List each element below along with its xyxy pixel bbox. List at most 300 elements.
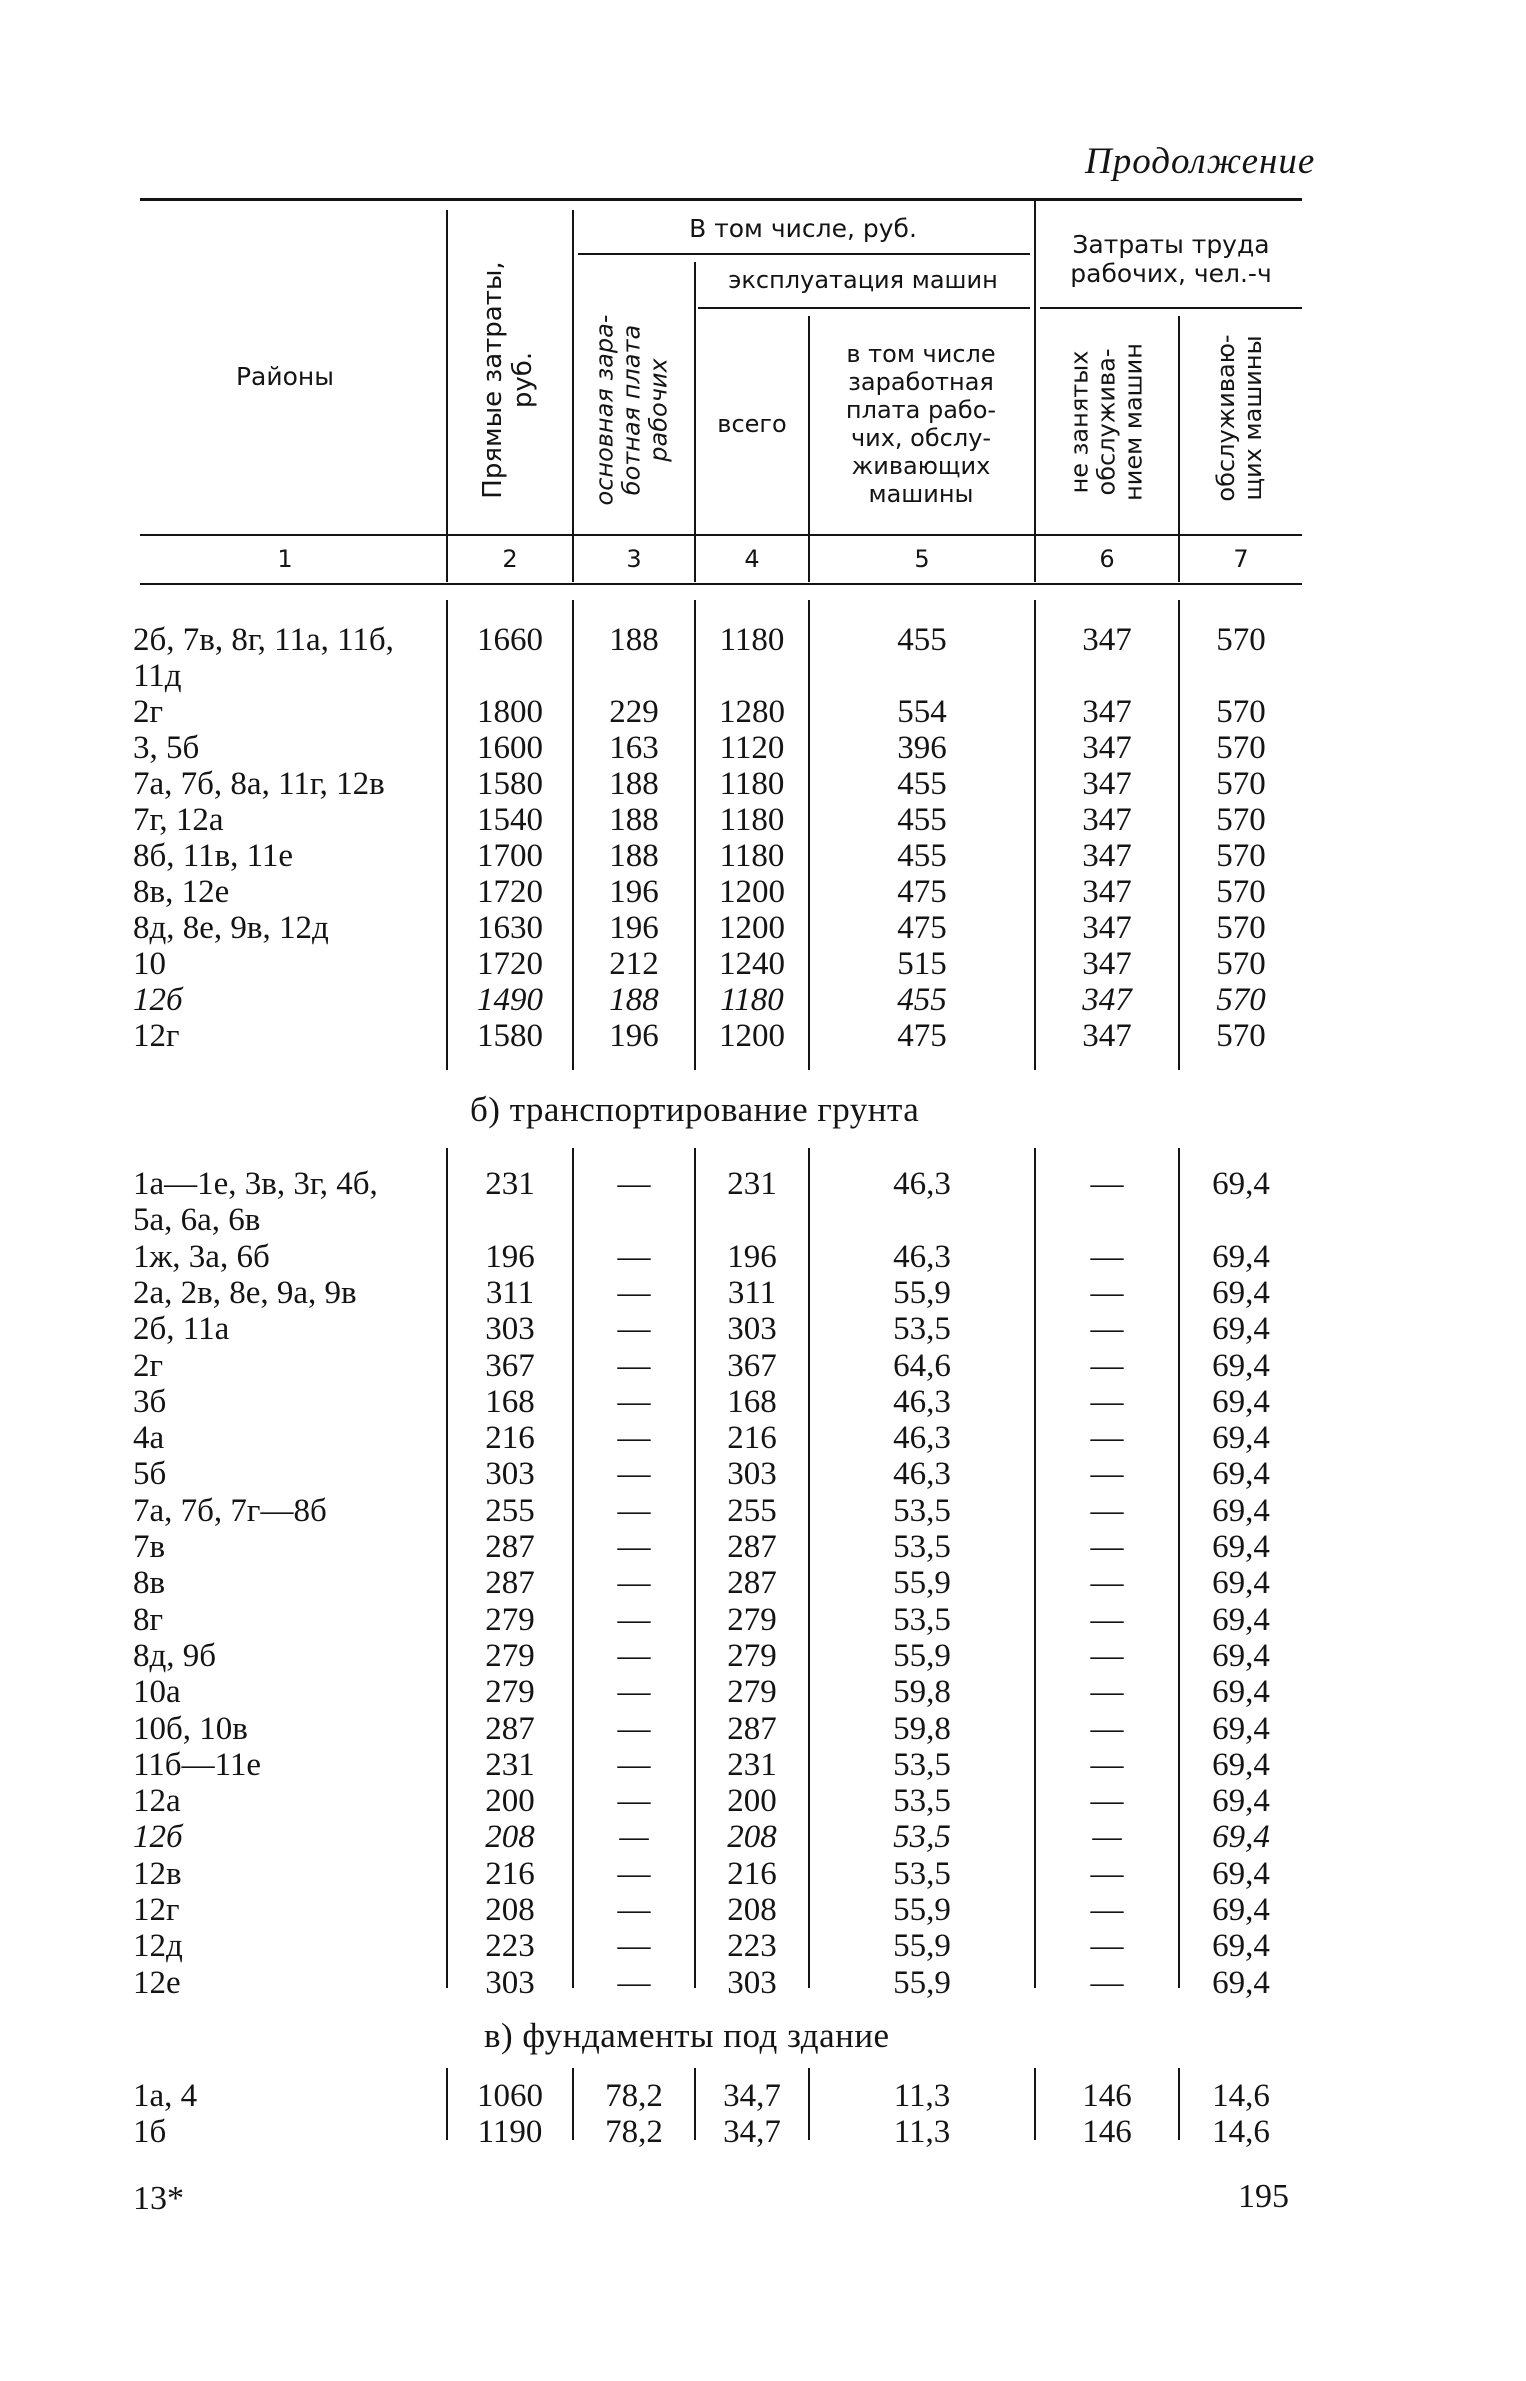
incl-wage-cell: 455 (897, 982, 947, 1018)
incl-wage-cell: 55,9 (893, 1637, 951, 1674)
incl-wage-cell: 55,9 (893, 1928, 951, 1965)
region-cell: 8в (133, 1565, 166, 1602)
col-number-2: 2 (502, 545, 518, 573)
servicing-cell: 69,4 (1212, 1529, 1270, 1565)
wage-cell: 196 (609, 1018, 659, 1054)
table-row (0, 730, 1526, 766)
not-busy-cell: — (1090, 1783, 1124, 1820)
region-cell: 11б—11е (133, 1746, 261, 1783)
direct-cell: 231 (485, 1166, 535, 1202)
header-wage-line: рабочих (644, 358, 673, 462)
table-row (0, 1819, 1526, 1855)
region-cell: 8в, 12е (133, 874, 230, 910)
region-cell: 10а (133, 1674, 181, 1711)
total-cell: 196 (727, 1238, 777, 1275)
total-cell: 1240 (719, 946, 785, 982)
incl-wage-cell: 475 (897, 874, 947, 910)
region-cell: 8д, 9б (133, 1637, 217, 1674)
servicing-cell: 69,4 (1212, 1819, 1270, 1856)
servicing-cell: 69,4 (1212, 1565, 1270, 1602)
direct-cell: 1660 (477, 622, 543, 658)
servicing-cell: 69,4 (1212, 1674, 1270, 1711)
not-busy-cell: — (1090, 1964, 1124, 2001)
total-cell: 279 (727, 1601, 777, 1638)
header-incl-wage-line: живающих (851, 452, 991, 480)
region-cell: 1б (133, 2114, 167, 2150)
region-cell: 12а (133, 1783, 181, 1820)
not-busy-cell: 347 (1082, 982, 1132, 1018)
incl-wage-cell: 55,9 (893, 1274, 951, 1311)
not-busy-cell: — (1090, 1274, 1124, 1311)
header-direct-costs (478, 261, 538, 498)
table-row (0, 694, 1526, 730)
table-row (0, 1493, 1526, 1529)
region-cell: 7а, 7б, 7г—8б (133, 1492, 327, 1529)
direct-cell: 1580 (477, 1018, 543, 1054)
servicing-cell: 69,4 (1212, 1166, 1270, 1202)
header-not-busy-line: не занятых (1065, 350, 1094, 494)
total-cell: 303 (727, 1964, 777, 2001)
total-cell: 287 (727, 1529, 777, 1565)
not-busy-cell: 347 (1082, 730, 1132, 766)
total-cell: 200 (727, 1783, 777, 1820)
direct-cell: 311 (485, 1274, 535, 1311)
region-cell: 1а—1е, 3в, 3г, 4б, (133, 1166, 378, 1202)
wage-cell: 188 (609, 766, 659, 802)
region-cell: 12д (133, 1928, 183, 1965)
incl-wage-cell: 46,3 (893, 1420, 951, 1457)
direct-cell: 1540 (477, 802, 543, 838)
wage-cell: 78,2 (605, 2078, 663, 2114)
table-row (0, 1747, 1526, 1783)
servicing-cell: 69,4 (1212, 1383, 1270, 1420)
wage-cell: — (617, 1674, 651, 1711)
wage-cell: — (617, 1601, 651, 1638)
not-busy-cell: — (1090, 1710, 1124, 1747)
col-numbers-bottom-rule (140, 583, 1302, 585)
servicing-cell: 570 (1216, 694, 1266, 730)
section-c-title: в) фундаменты под здание (484, 2016, 890, 2055)
header-not-busy-line: нием машин (1119, 343, 1148, 501)
total-cell: 1120 (719, 730, 785, 766)
table-row (0, 1384, 1526, 1420)
region-cell: 4а (133, 1420, 165, 1457)
direct-cell: 1800 (477, 694, 543, 730)
hdr-vline-2 (572, 210, 574, 582)
header-incl-wage-line: заработная (848, 368, 994, 396)
wage-cell: — (617, 1928, 651, 1965)
header-incl-wage-line: чих, обслу- (850, 424, 992, 452)
region-cell: 12е (133, 1964, 181, 2001)
total-cell: 231 (727, 1746, 777, 1783)
table-row (0, 658, 1526, 694)
servicing-cell: 69,4 (1212, 1238, 1270, 1275)
incl-wage-cell: 55,9 (893, 1565, 951, 1602)
not-busy-cell: 146 (1082, 2114, 1132, 2150)
direct-cell: 1600 (477, 730, 543, 766)
table-row (0, 1965, 1526, 2001)
hdr-vline-4 (808, 316, 810, 582)
incl-wage-cell: 396 (897, 730, 947, 766)
region-cell: 12в (133, 1855, 182, 1892)
not-busy-cell: — (1090, 1347, 1124, 1384)
wage-cell: — (617, 1710, 651, 1747)
servicing-cell: 570 (1216, 622, 1266, 658)
not-busy-cell: — (1090, 1565, 1124, 1602)
table-row (0, 1674, 1526, 1710)
wage-cell: — (617, 1892, 651, 1928)
region-cell: 2г (133, 1347, 164, 1384)
region-cell: 7а, 7б, 8а, 11г, 12в (133, 766, 385, 802)
not-busy-cell: — (1090, 1928, 1124, 1965)
wage-cell: — (619, 1819, 649, 1856)
servicing-cell: 69,4 (1212, 1964, 1270, 2001)
incl-wage-cell: 53,5 (893, 1819, 951, 1856)
servicing-cell: 69,4 (1212, 1347, 1270, 1384)
total-cell: 287 (727, 1710, 777, 1747)
header-not-busy (1067, 343, 1148, 501)
wage-cell: — (617, 1529, 651, 1565)
wage-cell: — (617, 1347, 651, 1384)
incl-wage-cell: 46,3 (893, 1166, 951, 1202)
region-cell: 12б (133, 1819, 183, 1856)
incl-wage-cell: 554 (897, 694, 947, 730)
wage-cell: 188 (609, 838, 659, 874)
direct-cell: 196 (485, 1238, 535, 1275)
header-total: всего (717, 410, 787, 438)
wage-cell: — (617, 1274, 651, 1311)
servicing-cell: 69,4 (1212, 1311, 1270, 1348)
table-row (0, 1711, 1526, 1747)
table-row (0, 1166, 1526, 1202)
not-busy-cell: — (1092, 1819, 1122, 1856)
wage-cell: — (617, 1565, 651, 1602)
incl-wage-cell: 11,3 (893, 2114, 951, 2150)
total-cell: 216 (727, 1855, 777, 1892)
incl-wage-cell: 475 (897, 1018, 947, 1054)
header-direct-line: Прямые затраты, (478, 261, 508, 499)
incl-wage-cell: 53,5 (893, 1311, 951, 1348)
region-cell: 7г, 12а (133, 802, 224, 838)
incl-wage-cell: 53,5 (893, 1783, 951, 1820)
incl-wage-cell: 455 (897, 766, 947, 802)
header-basic-wage (592, 315, 673, 506)
header-servicing (1213, 334, 1267, 501)
hdr-vline-6 (1178, 316, 1180, 582)
header-bottom-rule (140, 534, 1302, 536)
region-cell: 2б, 11а (133, 1311, 230, 1348)
table-row (0, 1348, 1526, 1384)
servicing-cell: 570 (1216, 766, 1266, 802)
page-number: 195 (1238, 2178, 1289, 2215)
not-busy-cell: 146 (1082, 2078, 1132, 2114)
table-row (0, 1420, 1526, 1456)
table-row (0, 1239, 1526, 1275)
total-cell: 1180 (720, 982, 784, 1018)
header-labor-line: Затраты труда (1072, 230, 1270, 259)
not-busy-cell: 347 (1082, 694, 1132, 730)
wage-cell: — (617, 1420, 651, 1457)
not-busy-cell: — (1090, 1311, 1124, 1348)
direct-cell: 1700 (477, 838, 543, 874)
hdr-vline-5 (1034, 200, 1036, 582)
incl-wage-cell: 53,5 (893, 1855, 951, 1892)
direct-cell: 208 (485, 1819, 535, 1856)
not-busy-cell: — (1090, 1383, 1124, 1420)
wage-cell: 78,2 (605, 2114, 663, 2150)
header-wage-line: ботная плата (617, 324, 646, 496)
incl-wage-cell: 455 (897, 622, 947, 658)
servicing-cell: 69,4 (1212, 1855, 1270, 1892)
wage-cell: — (617, 1746, 651, 1783)
direct-cell: 231 (485, 1746, 535, 1783)
header-labor-group (1040, 230, 1302, 288)
servicing-cell: 570 (1216, 1018, 1266, 1054)
not-busy-cell: — (1090, 1746, 1124, 1783)
total-cell: 34,7 (723, 2078, 781, 2114)
servicing-cell: 14,6 (1212, 2078, 1270, 2114)
not-busy-cell: 347 (1082, 874, 1132, 910)
region-cell: 12б (133, 982, 183, 1018)
wage-cell: — (617, 1311, 651, 1348)
servicing-cell: 69,4 (1212, 1420, 1270, 1457)
not-busy-cell: 347 (1082, 910, 1132, 946)
wage-cell: — (617, 1238, 651, 1275)
region-cell: 2г (133, 694, 164, 730)
direct-cell: 208 (485, 1892, 535, 1928)
col-number-6: 6 (1099, 545, 1115, 573)
header-direct-line: руб. (508, 351, 538, 409)
table-row (0, 838, 1526, 874)
wage-cell: 188 (609, 802, 659, 838)
direct-cell: 287 (485, 1710, 535, 1747)
header-servicing-line: щих машины (1239, 335, 1267, 501)
hdr-vline-1 (446, 210, 448, 582)
total-cell: 208 (727, 1892, 777, 1928)
region-cell: 11д (133, 658, 182, 694)
total-cell: 1180 (719, 802, 785, 838)
table-row (0, 1311, 1526, 1347)
incl-wage-cell: 46,3 (893, 1456, 951, 1493)
hdr-vline-3 (694, 262, 696, 582)
wage-cell: 188 (609, 982, 659, 1018)
region-cell: 8б, 11в, 11е (133, 838, 294, 874)
not-busy-cell: — (1090, 1601, 1124, 1638)
incl-group-rule (578, 253, 1030, 255)
header-incl-wage-line: машины (868, 480, 974, 508)
total-cell: 311 (727, 1274, 777, 1311)
col-number-3: 3 (626, 545, 642, 573)
servicing-cell: 69,4 (1212, 1746, 1270, 1783)
table-row (0, 1783, 1526, 1819)
incl-wage-cell: 46,3 (893, 1238, 951, 1275)
region-cell: 5б (133, 1456, 167, 1493)
servicing-cell: 570 (1216, 910, 1266, 946)
total-cell: 303 (727, 1311, 777, 1348)
direct-cell: 303 (485, 1311, 535, 1348)
col-number-1: 1 (277, 545, 293, 573)
header-exploitation-group: эксплуатация машин (728, 266, 998, 294)
table-row (0, 1202, 1526, 1238)
direct-cell: 255 (485, 1492, 535, 1529)
not-busy-cell: — (1090, 1855, 1124, 1892)
not-busy-cell: 347 (1082, 1018, 1132, 1054)
region-cell: 10б, 10в (133, 1710, 248, 1747)
total-cell: 279 (727, 1674, 777, 1711)
total-cell: 303 (727, 1456, 777, 1493)
total-cell: 287 (727, 1565, 777, 1602)
exploitation-group-rule (698, 307, 1030, 309)
total-cell: 1180 (719, 766, 785, 802)
direct-cell: 279 (485, 1637, 535, 1674)
table-row (0, 1456, 1526, 1492)
header-wage-line: основная зара- (590, 314, 619, 506)
not-busy-cell: — (1090, 1456, 1124, 1493)
region-cell: 8г (133, 1601, 164, 1638)
direct-cell: 1630 (477, 910, 543, 946)
servicing-cell: 570 (1216, 874, 1266, 910)
not-busy-cell: 347 (1082, 622, 1132, 658)
table-row (0, 1529, 1526, 1565)
not-busy-cell: 347 (1082, 946, 1132, 982)
not-busy-cell: — (1090, 1238, 1124, 1275)
incl-wage-cell: 455 (897, 838, 947, 874)
direct-cell: 223 (485, 1928, 535, 1965)
servicing-cell: 69,4 (1212, 1637, 1270, 1674)
not-busy-cell: — (1090, 1892, 1124, 1928)
incl-wage-cell: 53,5 (893, 1601, 951, 1638)
region-cell: 1а, 4 (133, 2078, 198, 2114)
total-cell: 231 (727, 1166, 777, 1202)
wage-cell: 188 (609, 622, 659, 658)
table-row (0, 1602, 1526, 1638)
servicing-cell: 570 (1216, 946, 1266, 982)
total-cell: 208 (727, 1819, 777, 1856)
incl-wage-cell: 515 (897, 946, 947, 982)
labor-group-rule (1040, 307, 1302, 309)
servicing-cell: 69,4 (1212, 1783, 1270, 1820)
total-cell: 216 (727, 1420, 777, 1457)
table-row (0, 802, 1526, 838)
wage-cell: — (617, 1637, 651, 1674)
header-not-busy-line: обслужива- (1092, 348, 1121, 496)
section-b-title: б) транспортирование грунта (470, 1090, 920, 1129)
not-busy-cell: — (1090, 1420, 1124, 1457)
direct-cell: 367 (485, 1347, 535, 1384)
servicing-cell: 570 (1216, 838, 1266, 874)
header-incl-group: В том числе, руб. (689, 214, 917, 243)
col-number-7: 7 (1233, 545, 1249, 573)
direct-cell: 1720 (477, 874, 543, 910)
incl-wage-cell: 53,5 (893, 1492, 951, 1529)
wage-cell: — (617, 1964, 651, 2001)
wage-cell: — (617, 1855, 651, 1892)
total-cell: 367 (727, 1347, 777, 1384)
incl-wage-cell: 475 (897, 910, 947, 946)
col-number-5: 5 (914, 545, 930, 573)
region-cell: 12г (133, 1892, 180, 1928)
incl-wage-cell: 455 (897, 802, 947, 838)
not-busy-cell: 347 (1082, 838, 1132, 874)
incl-wage-cell: 46,3 (893, 1383, 951, 1420)
region-cell: 1ж, 3а, 6б (133, 1238, 270, 1275)
table-row (0, 1856, 1526, 1892)
servicing-cell: 14,6 (1212, 2114, 1270, 2150)
region-cell: 12г (133, 1018, 180, 1054)
header-servicing-line: обслуживаю- (1212, 334, 1240, 502)
region-cell: 3, 5б (133, 730, 200, 766)
table-row (0, 1275, 1526, 1311)
direct-cell: 1060 (477, 2078, 543, 2114)
table-row (0, 1928, 1526, 1964)
region-cell: 10 (133, 946, 166, 982)
incl-wage-cell: 59,8 (893, 1674, 951, 1711)
wage-cell: — (617, 1492, 651, 1529)
total-cell: 1200 (719, 874, 785, 910)
not-busy-cell: — (1090, 1166, 1124, 1202)
direct-cell: 1720 (477, 946, 543, 982)
direct-cell: 279 (485, 1601, 535, 1638)
direct-cell: 200 (485, 1783, 535, 1820)
direct-cell: 303 (485, 1456, 535, 1493)
not-busy-cell: — (1090, 1674, 1124, 1711)
direct-cell: 279 (485, 1674, 535, 1711)
table-row (0, 1565, 1526, 1601)
wage-cell: 196 (609, 874, 659, 910)
direct-cell: 168 (485, 1383, 535, 1420)
header-incl-wage (812, 340, 1030, 508)
region-cell: 7в (133, 1529, 166, 1565)
table-row (0, 910, 1526, 946)
total-cell: 279 (727, 1637, 777, 1674)
servicing-cell: 570 (1216, 802, 1266, 838)
table-row (0, 1638, 1526, 1674)
region-cell: 5а, 6а, 6в (133, 1202, 261, 1239)
servicing-cell: 69,4 (1212, 1892, 1270, 1928)
header-incl-wage-line: плата рабо- (845, 396, 997, 424)
direct-cell: 303 (485, 1964, 535, 2001)
servicing-cell: 69,4 (1212, 1928, 1270, 1965)
region-cell: 8д, 8е, 9в, 12д (133, 910, 329, 946)
table-row (0, 766, 1526, 802)
region-cell: 2а, 2в, 8е, 9а, 9в (133, 1274, 357, 1311)
not-busy-cell: 347 (1082, 766, 1132, 802)
printer-signature: 13* (133, 2180, 184, 2217)
direct-cell: 216 (485, 1855, 535, 1892)
col-number-4: 4 (744, 545, 760, 573)
wage-cell: 196 (609, 910, 659, 946)
incl-wage-cell: 55,9 (893, 1964, 951, 2001)
not-busy-cell: — (1090, 1637, 1124, 1674)
incl-wage-cell: 64,6 (893, 1347, 951, 1384)
total-cell: 34,7 (723, 2114, 781, 2150)
region-cell: 2б, 7в, 8г, 11а, 11б, (133, 622, 394, 658)
direct-cell: 287 (485, 1529, 535, 1565)
wage-cell: — (617, 1166, 651, 1202)
wage-cell: — (617, 1383, 651, 1420)
servicing-cell: 570 (1216, 982, 1266, 1018)
servicing-cell: 69,4 (1212, 1710, 1270, 1747)
wage-cell: — (617, 1783, 651, 1820)
total-cell: 255 (727, 1492, 777, 1529)
not-busy-cell: 347 (1082, 802, 1132, 838)
not-busy-cell: — (1090, 1492, 1124, 1529)
incl-wage-cell: 55,9 (893, 1892, 951, 1928)
continuation-label: Продолжение (1085, 141, 1316, 182)
table-row (0, 874, 1526, 910)
total-cell: 1180 (719, 838, 785, 874)
total-cell: 1180 (719, 622, 785, 658)
